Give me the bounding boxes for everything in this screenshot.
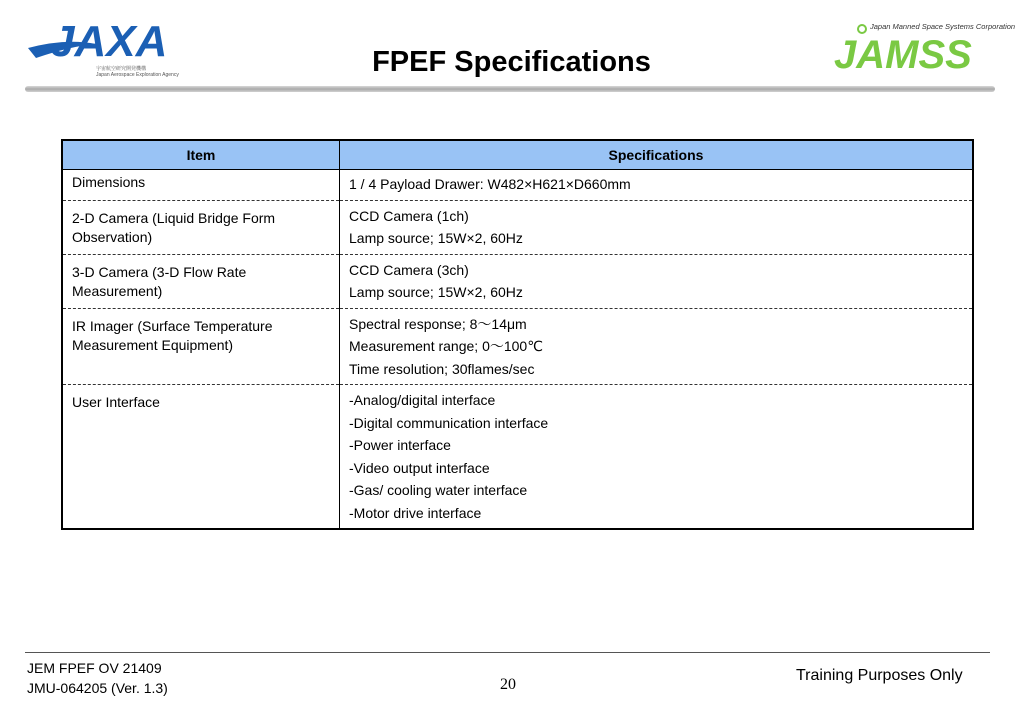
spec-line: -Video output interface (349, 459, 490, 476)
spec-cell (340, 170, 974, 201)
page-number: 20 (500, 676, 516, 693)
footer-document-info (27, 658, 168, 698)
spec-line: -Power interface (349, 437, 451, 453)
spec-line: -Digital communication interface (349, 414, 549, 431)
jaxa-subtitle-ja: 宇宙航空研究開発機構 (96, 66, 147, 72)
svg-text:JAXA: JAXA (50, 17, 168, 66)
document-id: JEM FPEF OV 21409 (27, 660, 162, 676)
spec-line: Spectral response; 8～14μm (349, 315, 527, 332)
spec-line: CCD Camera (1ch) (349, 207, 469, 224)
table-row-2d-camera (62, 200, 973, 254)
spec-cell (340, 385, 974, 530)
jamss-tagline: Japan Manned Space Systems Corporation (870, 22, 1016, 31)
footer-divider (25, 652, 990, 653)
svg-text:JAMSS: JAMSS (834, 33, 972, 74)
spec-line: Time resolution; 30flames/sec (349, 360, 535, 377)
table-header-row (62, 140, 973, 170)
jaxa-subtitle-en: Japan Aerospace Exploration Agency (96, 72, 179, 78)
specifications-table (61, 139, 974, 530)
page-title: FPEF Specifications (372, 46, 651, 78)
item-cell: 2-D Camera (Liquid Bridge Form Observation) (62, 200, 340, 254)
column-header-specifications: Specifications (340, 140, 974, 170)
item-cell: Dimensions (62, 170, 340, 201)
jamss-logo (832, 22, 1000, 74)
spec-cell (340, 308, 974, 385)
table-row-user-interface (62, 385, 973, 530)
training-note: Training Purposes Only (796, 667, 963, 684)
spec-line: Measurement range; 0～100℃ (349, 338, 543, 354)
header-divider (25, 86, 995, 92)
spec-line: Lamp source; 15W×2, 60Hz (349, 230, 523, 246)
item-cell: User Interface (62, 385, 340, 530)
column-header-item: Item (62, 140, 340, 170)
spec-line: -Gas/ cooling water interface (349, 482, 528, 498)
spec-line: 1 / 4 Payload Drawer: W482×H621×D660mm (349, 176, 631, 192)
table-row-dimensions (62, 170, 973, 201)
item-cell: 3-D Camera (3-D Flow Rate Measurement) (62, 254, 340, 308)
table-row-ir-imager (62, 308, 973, 385)
spec-line: -Motor drive interface (349, 504, 482, 521)
spec-cell (340, 254, 974, 308)
document-reference: JMU-064205 (Ver. 1.3) (27, 680, 168, 696)
item-cell: IR Imager (Surface Temperature Measurement Equipment) (62, 308, 340, 385)
spec-line: -Analog/digital interface (349, 392, 496, 408)
spec-line: CCD Camera (3ch) (349, 261, 469, 278)
slide-header (0, 0, 1023, 100)
table-row-3d-camera (62, 254, 973, 308)
spec-line: Lamp source; 15W×2, 60Hz (349, 284, 523, 300)
spec-cell (340, 200, 974, 254)
